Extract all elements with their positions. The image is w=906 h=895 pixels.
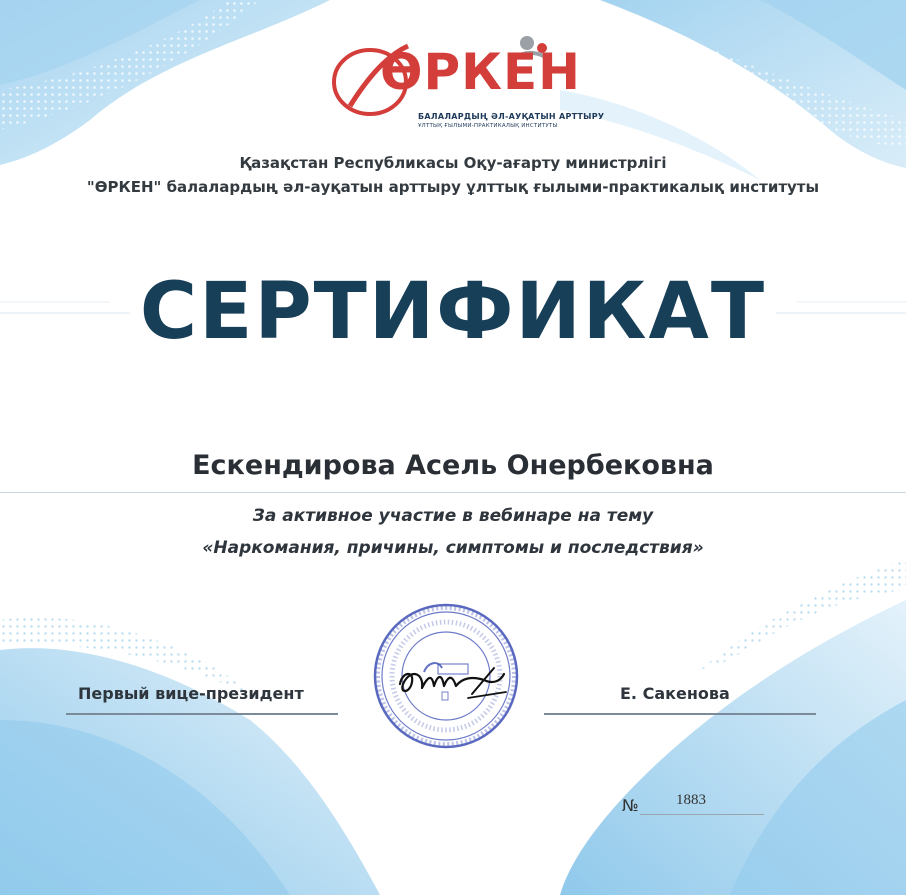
logo-tagline-small: ҰЛТТЫҚ ҒЫЛЫМИ-ПРАКТИКАЛЫҚ ИНСТИТУТЫ <box>418 123 558 129</box>
webinar-topic: «Наркомания, причины, симптомы и последствия» <box>202 538 704 558</box>
official-stamp-icon <box>372 602 520 750</box>
certificate-number-line <box>640 814 764 815</box>
certificate-number-sign: № <box>622 796 639 815</box>
institute-name: "ӨРКЕН" балалардың әл-ауқатын арттыру ұлттық ғылыми-практикалық институты <box>86 178 820 196</box>
certificate-number: 1883 <box>676 792 706 808</box>
signature-line-right <box>544 713 816 715</box>
signatory-position: Первый вице-президент <box>78 684 304 703</box>
recipient-divider <box>0 492 906 493</box>
orken-logo <box>330 34 605 134</box>
signatory-name: Е. Сакенова <box>620 684 730 703</box>
award-reason: За активное участие в вебинаре на тему <box>252 506 654 526</box>
logo-wordmark: ӨРКЕН <box>380 43 582 101</box>
recipient-name: Ескендирова Асель Онербековна <box>192 450 714 481</box>
signature-line-left <box>66 713 338 715</box>
logo-tagline: БАЛАЛАРДЫҢ ӘЛ-АУҚАТЫН АРТТЫРУ <box>418 112 605 121</box>
certificate-title: СЕРТИФИКАТ <box>139 267 767 357</box>
ministry-name: Қазақстан Республикасы Оқу-ағарту министрлігі <box>239 154 667 172</box>
